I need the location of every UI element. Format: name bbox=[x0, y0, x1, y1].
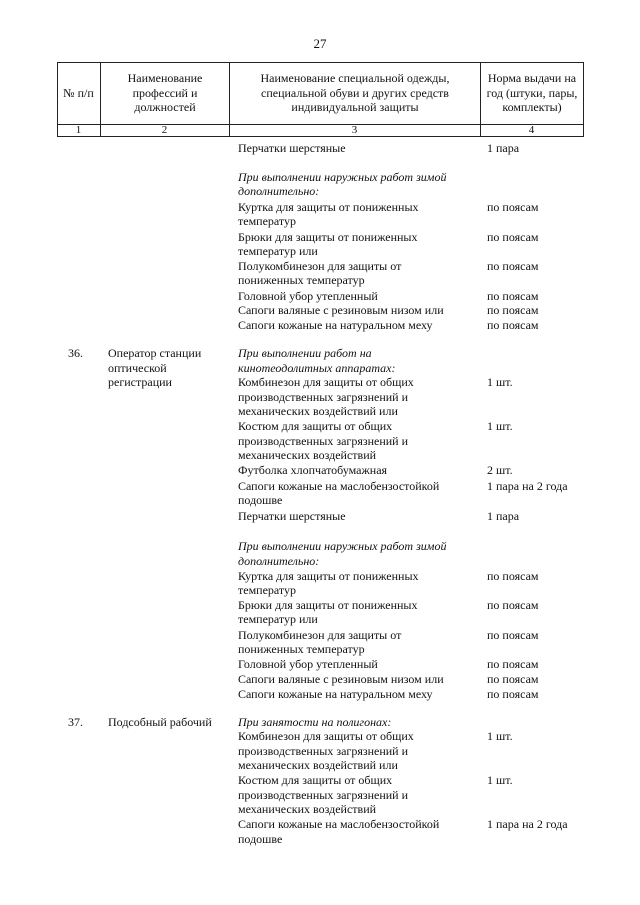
item-norm: по поясам bbox=[487, 259, 539, 273]
item-name: температур или bbox=[238, 244, 318, 258]
section-heading: дополнительно: bbox=[238, 554, 320, 568]
item-name: Сапоги валяные с резиновым низом или bbox=[238, 303, 444, 317]
item-name: производственных загрязнений и bbox=[238, 788, 409, 802]
item-name: температур bbox=[238, 583, 297, 597]
item-name: Перчатки шерстяные bbox=[238, 141, 346, 155]
profession-name: оптической bbox=[108, 361, 167, 375]
item-name: механических воздействий bbox=[238, 802, 377, 816]
header-col1: № п/п bbox=[63, 85, 94, 100]
item-name: производственных загрязнений и bbox=[238, 390, 409, 404]
item-name: пониженных температур bbox=[238, 642, 365, 656]
item-name: Полукомбинезон для защиты от bbox=[238, 259, 402, 273]
item-norm: 1 пара на 2 года bbox=[487, 479, 568, 493]
table-header bbox=[57, 62, 584, 136]
row-number: 37. bbox=[68, 715, 83, 729]
item-norm: 1 пара bbox=[487, 141, 520, 155]
header-col4: Норма выдачи на год (штуки, пары, комплекты) bbox=[486, 71, 578, 115]
item-name: Куртка для защиты от пониженных bbox=[238, 200, 419, 214]
row-number: 36. bbox=[68, 346, 83, 360]
item-name: пониженных температур bbox=[238, 273, 365, 287]
item-norm: по поясам bbox=[487, 657, 539, 671]
item-norm: 1 пара на 2 года bbox=[487, 817, 568, 831]
profession-name: Подсобный рабочий bbox=[108, 715, 212, 729]
item-name: производственных загрязнений и bbox=[238, 434, 409, 448]
item-name: Куртка для защиты от пониженных bbox=[238, 569, 419, 583]
item-name: Сапоги кожаные на маслобензостойкой bbox=[238, 479, 440, 493]
item-name: подошве bbox=[238, 493, 283, 507]
item-name: Сапоги кожаные на натуральном меху bbox=[238, 687, 433, 701]
item-name: Сапоги валяные с резиновым низом или bbox=[238, 672, 444, 686]
header-num3: 3 bbox=[351, 124, 358, 136]
section-heading: кинотеодолитных аппаратах: bbox=[238, 361, 396, 375]
item-name: Головной убор утепленный bbox=[238, 289, 378, 303]
page-number: 27 bbox=[313, 36, 327, 51]
item-name: Костюм для защиты от общих bbox=[238, 773, 393, 787]
item-norm: 1 пара bbox=[487, 509, 520, 523]
header-col2: Наименование профессий и должностей bbox=[127, 71, 203, 115]
section-heading: При занятости на полигонах: bbox=[238, 715, 392, 729]
item-name: механических воздействий или bbox=[238, 404, 398, 418]
header-col3: Наименование специальной одежды, специальной обуви и других средств индивидуальной защиты bbox=[260, 71, 450, 115]
section-heading: При выполнении наружных работ зимой bbox=[238, 170, 447, 184]
item-norm: 1 шт. bbox=[487, 375, 513, 389]
item-norm: по поясам bbox=[487, 289, 539, 303]
item-norm: по поясам bbox=[487, 200, 539, 214]
profession-name: Оператор станции bbox=[108, 346, 202, 360]
item-name: Брюки для защиты от пониженных bbox=[238, 598, 418, 612]
item-name: механических воздействий bbox=[238, 448, 377, 462]
item-norm: по поясам bbox=[487, 303, 539, 317]
item-name: Головной убор утепленный bbox=[238, 657, 378, 671]
header-num2: 2 bbox=[161, 124, 168, 136]
item-name: механических воздействий или bbox=[238, 758, 398, 772]
item-name: Брюки для защиты от пониженных bbox=[238, 230, 418, 244]
header-bottom-border bbox=[57, 136, 584, 137]
item-name: температур bbox=[238, 214, 297, 228]
header-num1: 1 bbox=[75, 124, 82, 136]
item-name: Костюм для защиты от общих bbox=[238, 419, 393, 433]
item-name: Сапоги кожаные на маслобензостойкой bbox=[238, 817, 440, 831]
item-name: Комбинезон для защиты от общих bbox=[238, 729, 414, 743]
item-name: Перчатки шерстяные bbox=[238, 509, 346, 523]
item-name: Комбинезон для защиты от общих bbox=[238, 375, 414, 389]
section-heading: При выполнении наружных работ зимой bbox=[238, 539, 447, 553]
item-name: Полукомбинезон для защиты от bbox=[238, 628, 402, 642]
item-name: производственных загрязнений и bbox=[238, 744, 409, 758]
item-norm: по поясам bbox=[487, 569, 539, 583]
item-norm: по поясам bbox=[487, 598, 539, 612]
item-norm: 1 шт. bbox=[487, 419, 513, 433]
item-norm: по поясам bbox=[487, 687, 539, 701]
item-norm: по поясам bbox=[487, 628, 539, 642]
item-norm: по поясам bbox=[487, 318, 539, 332]
section-heading: дополнительно: bbox=[238, 184, 320, 198]
profession-name: регистрации bbox=[108, 375, 172, 389]
header-num4: 4 bbox=[528, 124, 535, 136]
item-name: температур или bbox=[238, 612, 318, 626]
item-norm: по поясам bbox=[487, 672, 539, 686]
item-name: Футболка хлопчатобумажная bbox=[238, 463, 388, 477]
item-name: Сапоги кожаные на натуральном меху bbox=[238, 318, 433, 332]
item-norm: 1 шт. bbox=[487, 773, 513, 787]
item-norm: по поясам bbox=[487, 230, 539, 244]
section-heading: При выполнении работ на bbox=[238, 346, 372, 360]
header-col-border bbox=[583, 62, 584, 136]
item-norm: 2 шт. bbox=[487, 463, 513, 477]
item-name: подошве bbox=[238, 832, 283, 846]
item-norm: 1 шт. bbox=[487, 729, 513, 743]
